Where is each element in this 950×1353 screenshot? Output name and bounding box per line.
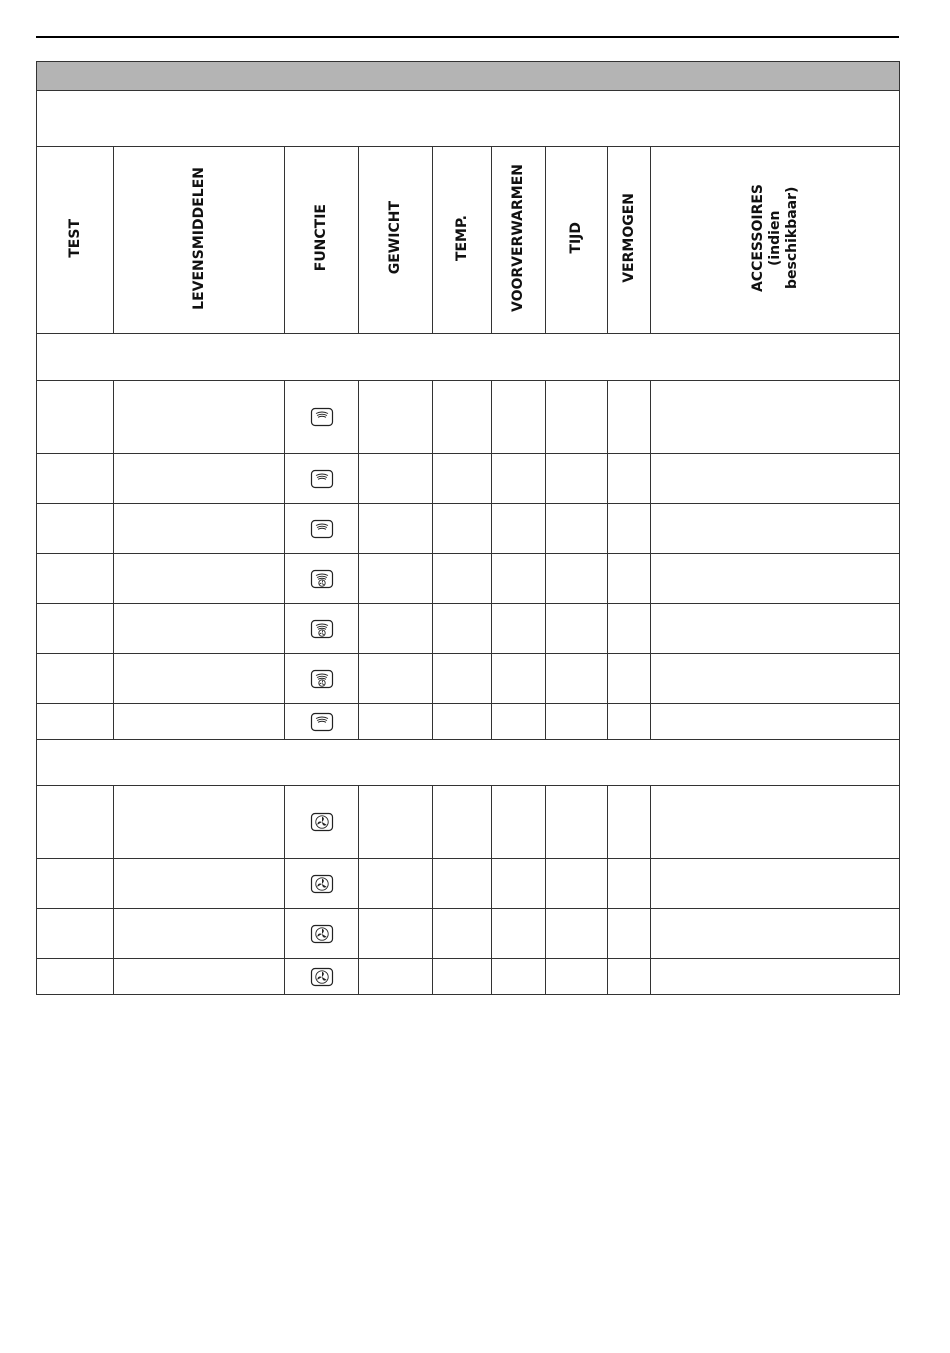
header-vermogen: VERMOGEN <box>608 147 651 334</box>
functie-cell <box>285 909 359 959</box>
table-cell <box>651 909 900 959</box>
table-cell <box>433 704 492 740</box>
table-cell <box>433 786 492 859</box>
table-cell <box>114 704 285 740</box>
table-cell <box>37 786 114 859</box>
header-test: TEST <box>37 147 114 334</box>
table-row <box>37 554 900 604</box>
table-cell <box>37 654 114 704</box>
table-cell <box>608 381 651 454</box>
table-row <box>37 786 900 859</box>
table-cell <box>433 959 492 995</box>
table-cell <box>492 786 546 859</box>
table-cell <box>651 604 900 654</box>
table-cell <box>546 454 608 504</box>
table-subtitle-row <box>37 91 900 147</box>
table-cell <box>608 604 651 654</box>
table-row <box>37 381 900 454</box>
table-cell <box>359 554 433 604</box>
table-cell <box>37 909 114 959</box>
table-cell <box>608 786 651 859</box>
table-cell <box>359 654 433 704</box>
functie-cell <box>285 959 359 995</box>
table-cell <box>114 909 285 959</box>
table-cell <box>546 504 608 554</box>
functie-cell <box>285 381 359 454</box>
table-cell <box>651 504 900 554</box>
header-voorverwarmen: VOORVERWARMEN <box>492 147 546 334</box>
table-cell <box>651 959 900 995</box>
table-cell <box>37 381 114 454</box>
functie-cell <box>285 604 359 654</box>
table-row <box>37 654 900 704</box>
table-cell <box>651 859 900 909</box>
table-cell <box>433 381 492 454</box>
table-cell <box>433 654 492 704</box>
table-cell <box>651 704 900 740</box>
table-cell <box>608 704 651 740</box>
functie-cell <box>285 786 359 859</box>
top-bottom-heat-icon <box>310 407 334 426</box>
table-cell <box>114 786 285 859</box>
table-cell <box>359 959 433 995</box>
table-cell <box>608 909 651 959</box>
table-cell <box>114 959 285 995</box>
section-row-1 <box>37 334 900 381</box>
table-cell <box>114 604 285 654</box>
table-cell <box>433 554 492 604</box>
table-cell <box>359 604 433 654</box>
top-bottom-heat-icon <box>310 518 334 537</box>
table-cell <box>608 654 651 704</box>
table-row <box>37 454 900 504</box>
table-title-bar <box>37 62 900 91</box>
table-cell <box>608 454 651 504</box>
table-row <box>37 704 900 740</box>
table-cell <box>546 604 608 654</box>
table-cell <box>359 454 433 504</box>
functie-cell <box>285 654 359 704</box>
table-cell <box>359 859 433 909</box>
table-cell <box>608 504 651 554</box>
table-cell <box>37 959 114 995</box>
table-cell <box>492 604 546 654</box>
table-cell <box>492 859 546 909</box>
header-functie: FUNCTIE <box>285 147 359 334</box>
top-rule <box>36 36 899 38</box>
header-levensmiddelen: LEVENSMIDDELEN <box>114 147 285 334</box>
table-cell <box>37 454 114 504</box>
functie-cell <box>285 704 359 740</box>
table-cell <box>651 654 900 704</box>
table-row <box>37 959 900 995</box>
table-row <box>37 604 900 654</box>
table-cell <box>492 381 546 454</box>
table-cell <box>546 959 608 995</box>
table-cell <box>433 909 492 959</box>
header-tijd: TIJD <box>546 147 608 334</box>
hot-air-fan-icon <box>310 966 334 985</box>
table-cell <box>546 654 608 704</box>
table-cell <box>359 909 433 959</box>
table-cell <box>359 381 433 454</box>
table-cell <box>37 554 114 604</box>
table-cell <box>608 554 651 604</box>
functie-cell <box>285 554 359 604</box>
functie-cell <box>285 504 359 554</box>
table-cell <box>114 654 285 704</box>
table-cell <box>492 654 546 704</box>
table-cell <box>546 704 608 740</box>
table-cell <box>114 381 285 454</box>
group-1-body <box>37 381 900 740</box>
functie-cell <box>285 454 359 504</box>
table-cell <box>433 859 492 909</box>
table-row <box>37 859 900 909</box>
table-cell <box>359 504 433 554</box>
table-cell <box>492 504 546 554</box>
table-cell <box>546 786 608 859</box>
table-cell <box>546 381 608 454</box>
top-bottom-heat-fan-icon <box>310 568 334 587</box>
table-cell <box>546 909 608 959</box>
top-bottom-heat-fan-icon <box>310 668 334 687</box>
table-cell <box>37 604 114 654</box>
table-cell <box>433 604 492 654</box>
table-cell <box>433 504 492 554</box>
table-cell <box>546 554 608 604</box>
table-cell <box>114 454 285 504</box>
table-cell <box>37 859 114 909</box>
header-accessoires: ACCESSOIRES (indien beschikbaar) <box>651 147 900 334</box>
table-cell <box>37 504 114 554</box>
header-temp: TEMP. <box>433 147 492 334</box>
table-row <box>37 909 900 959</box>
table-cell <box>492 909 546 959</box>
table-cell <box>492 554 546 604</box>
table-cell <box>651 786 900 859</box>
table-cell <box>37 704 114 740</box>
hot-air-fan-icon <box>310 923 334 942</box>
table-cell <box>608 959 651 995</box>
table-cell <box>433 454 492 504</box>
hot-air-fan-icon <box>310 873 334 892</box>
table-cell <box>651 554 900 604</box>
table-cell <box>359 704 433 740</box>
group-2-body <box>37 786 900 995</box>
table-cell <box>114 859 285 909</box>
table-row <box>37 504 900 554</box>
top-bottom-heat-icon <box>310 711 334 730</box>
table-cell <box>492 454 546 504</box>
top-bottom-heat-fan-icon <box>310 618 334 637</box>
table-cell <box>492 704 546 740</box>
functie-cell <box>285 859 359 909</box>
table-cell <box>359 786 433 859</box>
section-row-2 <box>37 740 900 786</box>
table-cell <box>492 959 546 995</box>
header-gewicht: GEWICHT <box>359 147 433 334</box>
header-row <box>37 147 900 334</box>
table-cell <box>608 859 651 909</box>
test-table <box>36 61 900 995</box>
table-cell <box>114 504 285 554</box>
top-bottom-heat-icon <box>310 468 334 487</box>
table-cell <box>546 859 608 909</box>
table-cell <box>651 381 900 454</box>
table-cell <box>651 454 900 504</box>
table-cell <box>114 554 285 604</box>
hot-air-fan-icon <box>310 812 334 831</box>
